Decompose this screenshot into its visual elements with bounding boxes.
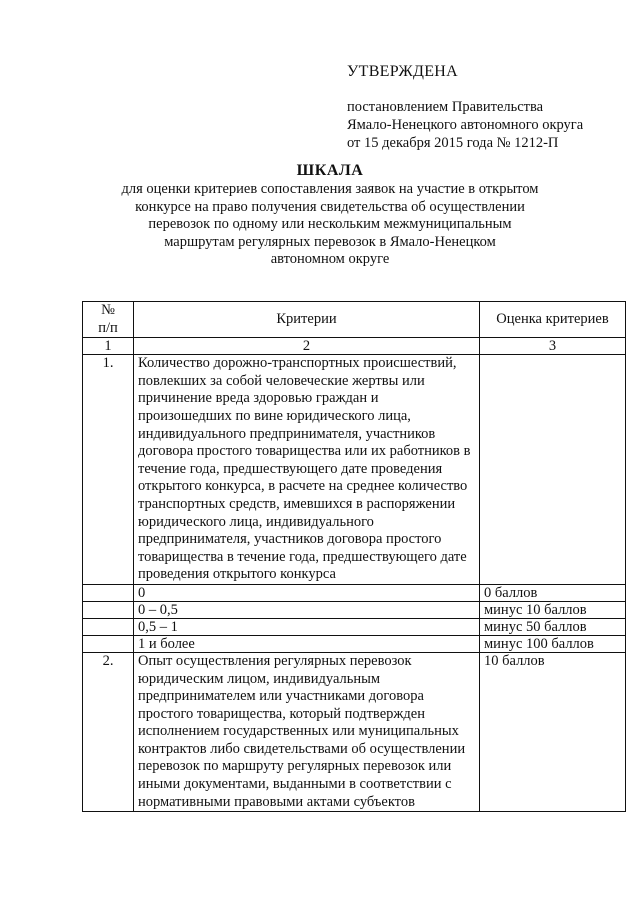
subrow-blank bbox=[83, 601, 134, 618]
title-subtitle-line: конкурсе на право получения свидетельства об осуществлении bbox=[135, 198, 525, 215]
approval-line: Ямало-Ненецкого автономного округа bbox=[347, 117, 584, 133]
subrow-range: 0 – 0,5 bbox=[134, 601, 480, 618]
row-criteria-text: Опыт осуществления регулярных перевозок юридическим лицом, индивидуальным предпринимателем или участниками договора простого товарищества, который подтвержден исполнением государственных или муниципальных контрактов либо свидетельствами об осуществлении перевозок по маршруту регулярных перевозок или иными документами, выданными в соответствии с нормативными правовыми актами субъектов bbox=[134, 652, 480, 811]
table-subrow bbox=[83, 601, 626, 618]
subrow-blank bbox=[83, 618, 134, 635]
column-number: 3 bbox=[480, 338, 626, 355]
table-header-row bbox=[83, 302, 626, 338]
document-title bbox=[60, 161, 600, 269]
header-num-line1: № bbox=[101, 302, 115, 318]
table-subrow bbox=[83, 584, 626, 601]
subrow-score: минус 50 баллов bbox=[480, 618, 626, 635]
subrow-blank bbox=[83, 635, 134, 652]
subrow-blank bbox=[83, 584, 134, 601]
row-criteria-text: Количество дорожно-транспортных происшествий, повлекших за собой человеческие жертвы или причинение вреда здоровью граждан и произошедших по вине юридического лица, индивидуального предпринимателя, участников договора простого товарищества или их работников в течение года, предшествующего дате проведения открытого конкурса, в расчете на среднее количество транспортных средств, имевшихся в распоряжении юридического лица, индивидуального предпринимателя, участников договора простого товарищества в течение года, предшествующего дате проведения открытого конкурса bbox=[134, 355, 480, 585]
table-row bbox=[83, 652, 626, 811]
approval-block bbox=[347, 62, 617, 152]
title-subtitle-line: перевозок по одному или нескольким межмуниципальным bbox=[148, 216, 512, 232]
row-number: 1. bbox=[83, 355, 134, 585]
header-criteria: Критерии bbox=[134, 302, 480, 338]
header-num bbox=[83, 302, 134, 338]
approval-line: от 15 декабря 2015 года № 1212-П bbox=[347, 135, 559, 151]
subrow-range: 0 bbox=[134, 584, 480, 601]
criteria-table bbox=[82, 301, 626, 812]
header-score: Оценка критериев bbox=[480, 302, 626, 338]
header-num-line2: п/п bbox=[98, 319, 118, 336]
title-subtitle-line: автономном округе bbox=[270, 251, 390, 267]
column-number: 1 bbox=[83, 338, 134, 355]
title-subtitle-line: маршрутам регулярных перевозок в Ямало-Ненецком bbox=[164, 233, 496, 250]
subrow-score: минус 100 баллов bbox=[480, 635, 626, 652]
table-subrow bbox=[83, 635, 626, 652]
approval-line: постановлением Правительства bbox=[347, 99, 544, 115]
table-row bbox=[83, 355, 626, 585]
row-score bbox=[480, 355, 626, 585]
subrow-score: 0 баллов bbox=[480, 584, 626, 601]
title-subtitle-line: для оценки критериев сопоставления заявок на участие в открытом bbox=[121, 181, 539, 197]
title-main: ШКАЛА bbox=[296, 162, 364, 179]
row-number: 2. bbox=[83, 652, 134, 811]
subrow-range: 0,5 – 1 bbox=[134, 618, 480, 635]
column-number: 2 bbox=[134, 338, 480, 355]
approval-heading: УТВЕРЖДЕНА bbox=[347, 63, 459, 80]
table-subrow bbox=[83, 618, 626, 635]
subrow-score: минус 10 баллов bbox=[480, 601, 626, 618]
column-number-row bbox=[83, 338, 626, 355]
subrow-range: 1 и более bbox=[134, 635, 480, 652]
row-score: 10 баллов bbox=[480, 652, 626, 811]
